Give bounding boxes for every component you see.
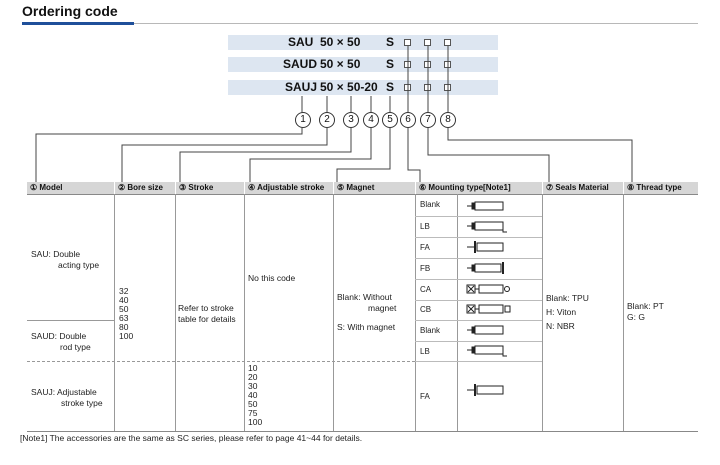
row-divider [415, 320, 542, 321]
magnet-blank-line2: magnet [368, 303, 397, 313]
header-stroke: ③ Stroke [176, 182, 244, 194]
table-bottom-rule [27, 431, 698, 432]
cylinder-clevis-icon [465, 283, 515, 297]
code-model: SAUJ [285, 80, 318, 94]
row-divider [415, 279, 542, 280]
mounting-code: FA [420, 392, 430, 401]
model-sauj-line2: stroke type [61, 398, 103, 408]
row-divider [415, 361, 542, 362]
cylinder-basic-icon [465, 200, 515, 212]
bore-size: 32 [119, 286, 129, 296]
mounting-code: Blank [420, 200, 441, 209]
code-size: 50 × 50 [320, 57, 361, 71]
code-s: S [386, 57, 395, 71]
row-divider [415, 258, 542, 259]
adjustable-value: 50 [248, 399, 258, 409]
code-model: SAUD [283, 57, 318, 71]
code-model: SAU [288, 35, 314, 49]
seal-option: N: NBR [546, 321, 575, 331]
model-sau-line2: acting type [58, 260, 100, 270]
bore-size: 63 [119, 313, 129, 323]
magnet-s: S: With magnet [337, 322, 396, 332]
model-sau-line1: SAU: Double [31, 249, 81, 259]
marker-6: 6 [400, 112, 416, 128]
adjustable-value: 75 [248, 408, 258, 418]
marker-4: 4 [363, 112, 379, 128]
table-top-rule [27, 194, 698, 195]
marker-8: 8 [440, 112, 456, 128]
cylinder-double-clevis-icon [465, 303, 515, 317]
marker-3: 3 [343, 112, 359, 128]
mounting-code: CB [420, 305, 432, 314]
code-size: 50 × 50 [320, 35, 361, 49]
row-divider [27, 320, 114, 321]
header-model: ① Model [27, 182, 114, 194]
marker-1: 1 [295, 112, 311, 128]
column-divider [457, 194, 458, 431]
bore-size: 40 [119, 295, 129, 305]
cylinder-front-flange-icon [465, 241, 515, 255]
bore-size: 100 [119, 331, 134, 341]
mounting-code: CA [420, 285, 432, 294]
adjustable-value: 30 [248, 381, 258, 391]
column-divider [175, 194, 176, 431]
marker-2: 2 [319, 112, 335, 128]
model-saud-line2: rod type [60, 342, 91, 352]
bore-size: 50 [119, 304, 129, 314]
model-saud-line1: SAUD: Double [31, 331, 87, 341]
adjustable-value: 20 [248, 372, 258, 382]
adjustable-value: 40 [248, 390, 258, 400]
mounting-code: LB [420, 222, 430, 231]
header-seals: ⑦ Seals Material [543, 182, 623, 194]
mounting-code: FB [420, 264, 431, 273]
cylinder-rear-flange-icon [465, 262, 515, 276]
cylinder-basic-icon [465, 324, 515, 336]
mounting-code: FA [420, 243, 430, 252]
header-adjustable: ④ Adjustable stroke [245, 182, 333, 194]
adjustable-value: 10 [248, 363, 258, 373]
header-thread: ⑧ Thread type [624, 182, 698, 194]
column-divider [244, 194, 245, 431]
marker-5: 5 [382, 112, 398, 128]
header-magnet: ⑤ Magnet [334, 182, 415, 194]
thread-option: G: G [627, 312, 645, 322]
row-divider [415, 237, 542, 238]
thread-option: Blank: PT [627, 301, 664, 311]
adjustable-no-code: No this code [248, 273, 296, 283]
row-divider [415, 300, 542, 301]
column-divider [333, 194, 334, 431]
code-s: S [386, 80, 395, 94]
magnet-blank-line1: Blank: Without [337, 292, 392, 302]
row-divider [415, 216, 542, 217]
seal-option: H: Viton [546, 307, 577, 317]
column-divider [623, 194, 624, 431]
model-sauj-line1: SAUJ: Adjustable [31, 387, 97, 397]
seal-option: Blank: TPU [546, 293, 589, 303]
code-size: 50 × 50-20 [320, 80, 378, 94]
footnote: [Note1] The accessories are the same as SC series, please refer to page 41~44 for details. [20, 433, 363, 443]
bore-size: 80 [119, 322, 129, 332]
adjustable-value: 100 [248, 417, 263, 427]
column-divider [114, 194, 115, 431]
header-bore: ② Bore size [115, 182, 175, 194]
stroke-line1: Refer to stroke [178, 303, 234, 313]
cylinder-foot-icon [465, 344, 515, 358]
column-divider [542, 194, 543, 431]
marker-7: 7 [420, 112, 436, 128]
cylinder-foot-icon [465, 220, 515, 234]
row-divider-dashed [27, 361, 415, 362]
mounting-code: LB [420, 347, 430, 356]
row-divider [415, 341, 542, 342]
mounting-code: Blank [420, 326, 441, 335]
page-title: Ordering code [22, 3, 118, 19]
cylinder-front-flange-icon [465, 384, 515, 398]
header-mounting: ⑥ Mounting type[Note1] [416, 182, 542, 194]
code-s: S [386, 35, 395, 49]
stroke-line2: table for details [178, 314, 236, 324]
column-divider [415, 194, 416, 431]
